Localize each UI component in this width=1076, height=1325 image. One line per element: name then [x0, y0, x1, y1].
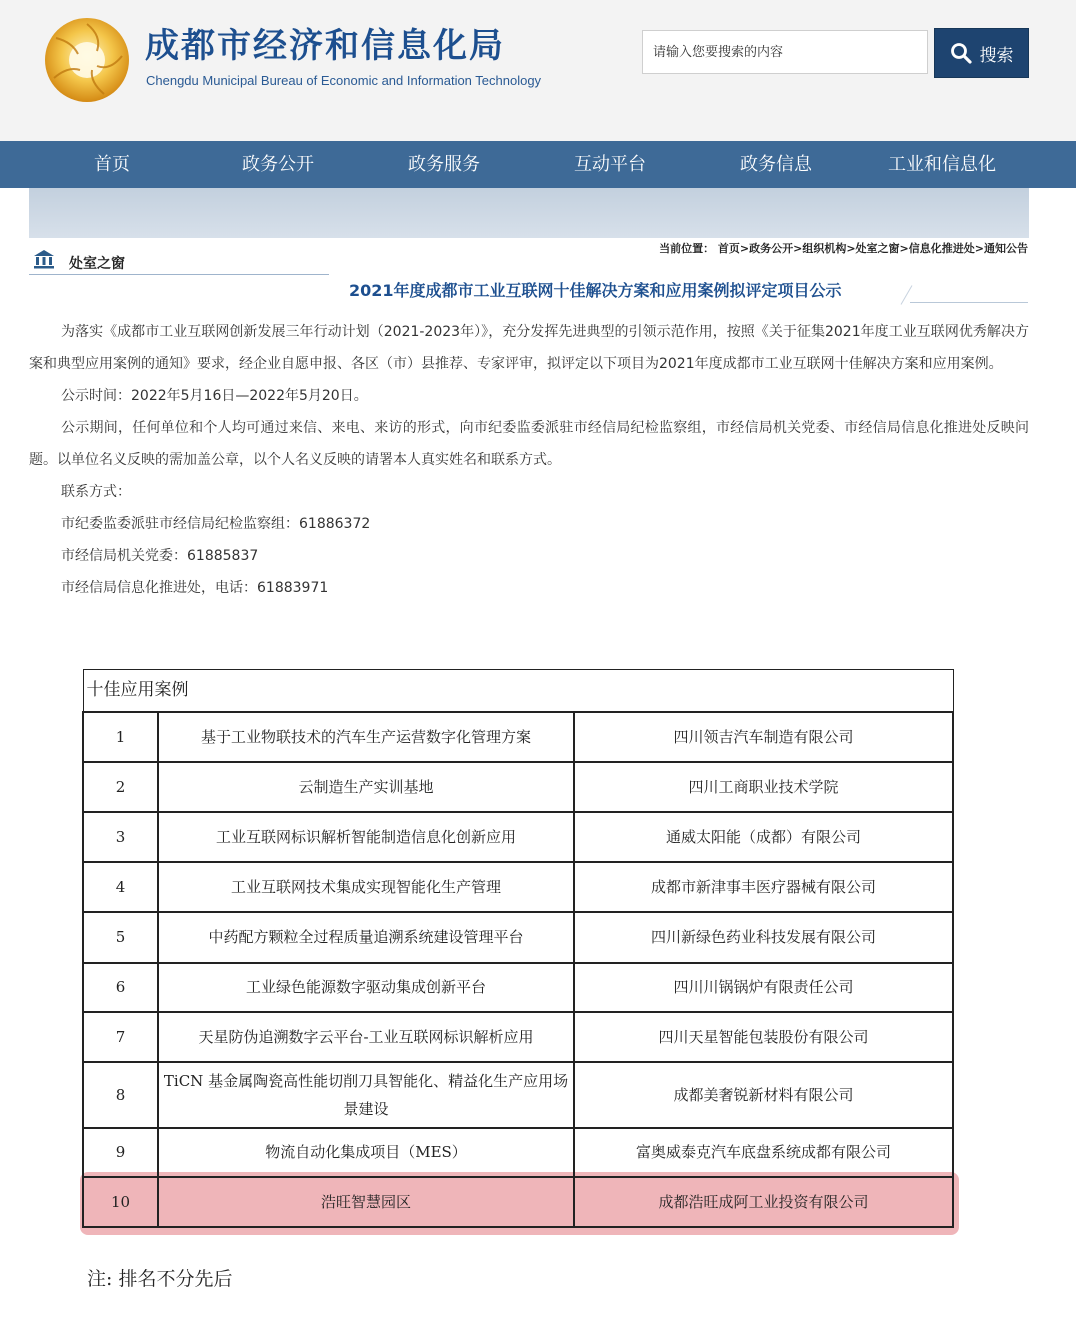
company-name: 成都市新津事丰医疗器械有限公司	[574, 862, 953, 912]
search-button[interactable]	[934, 28, 1029, 78]
table-row	[83, 712, 953, 762]
company-name: 四川天星智能包装股份有限公司	[574, 1012, 953, 1062]
paragraph-period: 公示时间：2022年5月16日—2022年5月20日。	[61, 388, 368, 404]
row-number: 5	[83, 912, 158, 963]
row-number: 3	[83, 812, 158, 862]
cases-table	[82, 669, 954, 1228]
row-number: 8	[83, 1062, 158, 1128]
paragraph-contact-heading: 联系方式：	[61, 484, 131, 500]
row-number: 10	[83, 1177, 158, 1227]
site-header	[0, 0, 1076, 141]
company-name: 四川川锅锅炉有限责任公司	[574, 963, 953, 1012]
bureau-logo-icon[interactable]	[42, 16, 132, 104]
row-number: 4	[83, 862, 158, 912]
project-name: 工业互联网标识解析智能制造信息化创新应用	[158, 812, 574, 862]
table-row	[83, 912, 953, 963]
nav-item-government-services[interactable]: 政务服务	[408, 154, 480, 175]
paragraph-contact-1: 市纪委监委派驻市经信局纪检监察组：61886372	[61, 516, 371, 532]
main-nav	[0, 141, 1076, 188]
table-caption: 十佳应用案例	[83, 670, 953, 712]
nav-item-home[interactable]: 首页	[94, 154, 130, 175]
company-name: 通威太阳能（成都）有限公司	[574, 812, 953, 862]
company-name: 四川领吉汽车制造有限公司	[574, 712, 953, 762]
company-name: 成都浩旺成阿工业投资有限公司	[574, 1177, 953, 1227]
search-icon	[950, 42, 972, 64]
table-row	[83, 1062, 953, 1128]
project-name: TiCN 基金属陶瓷高性能切削刀具智能化、精益化生产应用场景建设	[158, 1062, 574, 1128]
project-name: 浩旺智慧园区	[158, 1177, 574, 1227]
row-number: 2	[83, 762, 158, 812]
company-name: 富奥威泰克汽车底盘系统成都有限公司	[574, 1128, 953, 1177]
search-input[interactable]	[642, 30, 928, 74]
table-row	[83, 862, 953, 912]
project-name: 工业绿色能源数字驱动集成创新平台	[158, 963, 574, 1012]
article-title: 2021年度成都市工业互联网十佳解决方案和应用案例拟评定项目公示	[349, 281, 842, 300]
table-row	[83, 1128, 953, 1177]
banner	[29, 188, 1029, 238]
nav-item-public-affairs[interactable]: 政务公开	[242, 154, 314, 175]
project-name: 云制造生产实训基地	[158, 762, 574, 812]
article-body	[29, 316, 1029, 604]
paragraph-intro: 为落实《成都市工业互联网创新发展三年行动计划（2021-2023年）》，充分发挥先进典型的引领示范作用，按照《关于征集2021年度工业互联网优秀解决方案和典型应用案例的通知》要求，经企业自愿申报、各区（市）县推荐、专家评审，拟评定以下项目为2021年度成都市工业互联网十佳解决方案和应用案例。	[29, 324, 1029, 372]
company-name: 四川新绿色药业科技发展有限公司	[574, 912, 953, 963]
section-title: 处室之窗	[69, 256, 125, 272]
company-name: 成都美奢锐新材料有限公司	[574, 1062, 953, 1128]
nav-item-industry-it[interactable]: 工业和信息化	[888, 154, 996, 175]
project-name: 工业互联网技术集成实现智能化生产管理	[158, 862, 574, 912]
nav-item-government-info[interactable]: 政务信息	[740, 154, 812, 175]
site-subtitle: Chengdu Municipal Bureau of Economic and Information Technology	[146, 73, 542, 88]
project-name: 基于工业物联技术的汽车生产运营数字化管理方案	[158, 712, 574, 762]
row-number: 6	[83, 963, 158, 1012]
project-name: 中药配方颗粒全过程质量追溯系统建设管理平台	[158, 912, 574, 963]
row-number: 7	[83, 1012, 158, 1062]
title-underline	[910, 302, 1028, 303]
table-row	[83, 1012, 953, 1062]
table-row-highlighted	[83, 1177, 953, 1227]
company-name: 四川工商职业技术学院	[574, 762, 953, 812]
building-icon	[33, 249, 55, 269]
table-row	[83, 762, 953, 812]
ranking-note: 注: 排名不分先后	[87, 1268, 233, 1290]
row-number: 1	[83, 712, 158, 762]
row-number: 9	[83, 1128, 158, 1177]
paragraph-contact-2: 市经信局机关党委：61885837	[61, 548, 259, 564]
search-button-label: 搜索	[979, 45, 1014, 66]
project-name: 物流自动化集成项目（MES）	[158, 1128, 574, 1177]
section-header	[29, 246, 329, 275]
paragraph-feedback: 公示期间，任何单位和个人均可通过来信、来电、来访的形式，向市纪委监委派驻市经信局纪检监察组，市经信局机关党委、市经信局信息化推进处反映问题。以单位名义反映的需加盖公章，以个人名义反映的请署本人真实姓名和联系方式。	[29, 420, 1029, 468]
table-caption-row	[83, 670, 953, 712]
site-title: 成都市经济和信息化局	[145, 26, 505, 66]
nav-item-interactive-platform[interactable]: 互动平台	[574, 154, 646, 175]
table-row	[83, 812, 953, 862]
paragraph-contact-3: 市经信局信息化推进处，电话：61883971	[61, 580, 329, 596]
breadcrumb[interactable]: 当前位置： 首页>政务公开>组织机构>处室之窗>信息化推进处>通知公告	[659, 242, 1028, 255]
table-row	[83, 963, 953, 1012]
project-name: 天星防伪追溯数字云平台-工业互联网标识解析应用	[158, 1012, 574, 1062]
